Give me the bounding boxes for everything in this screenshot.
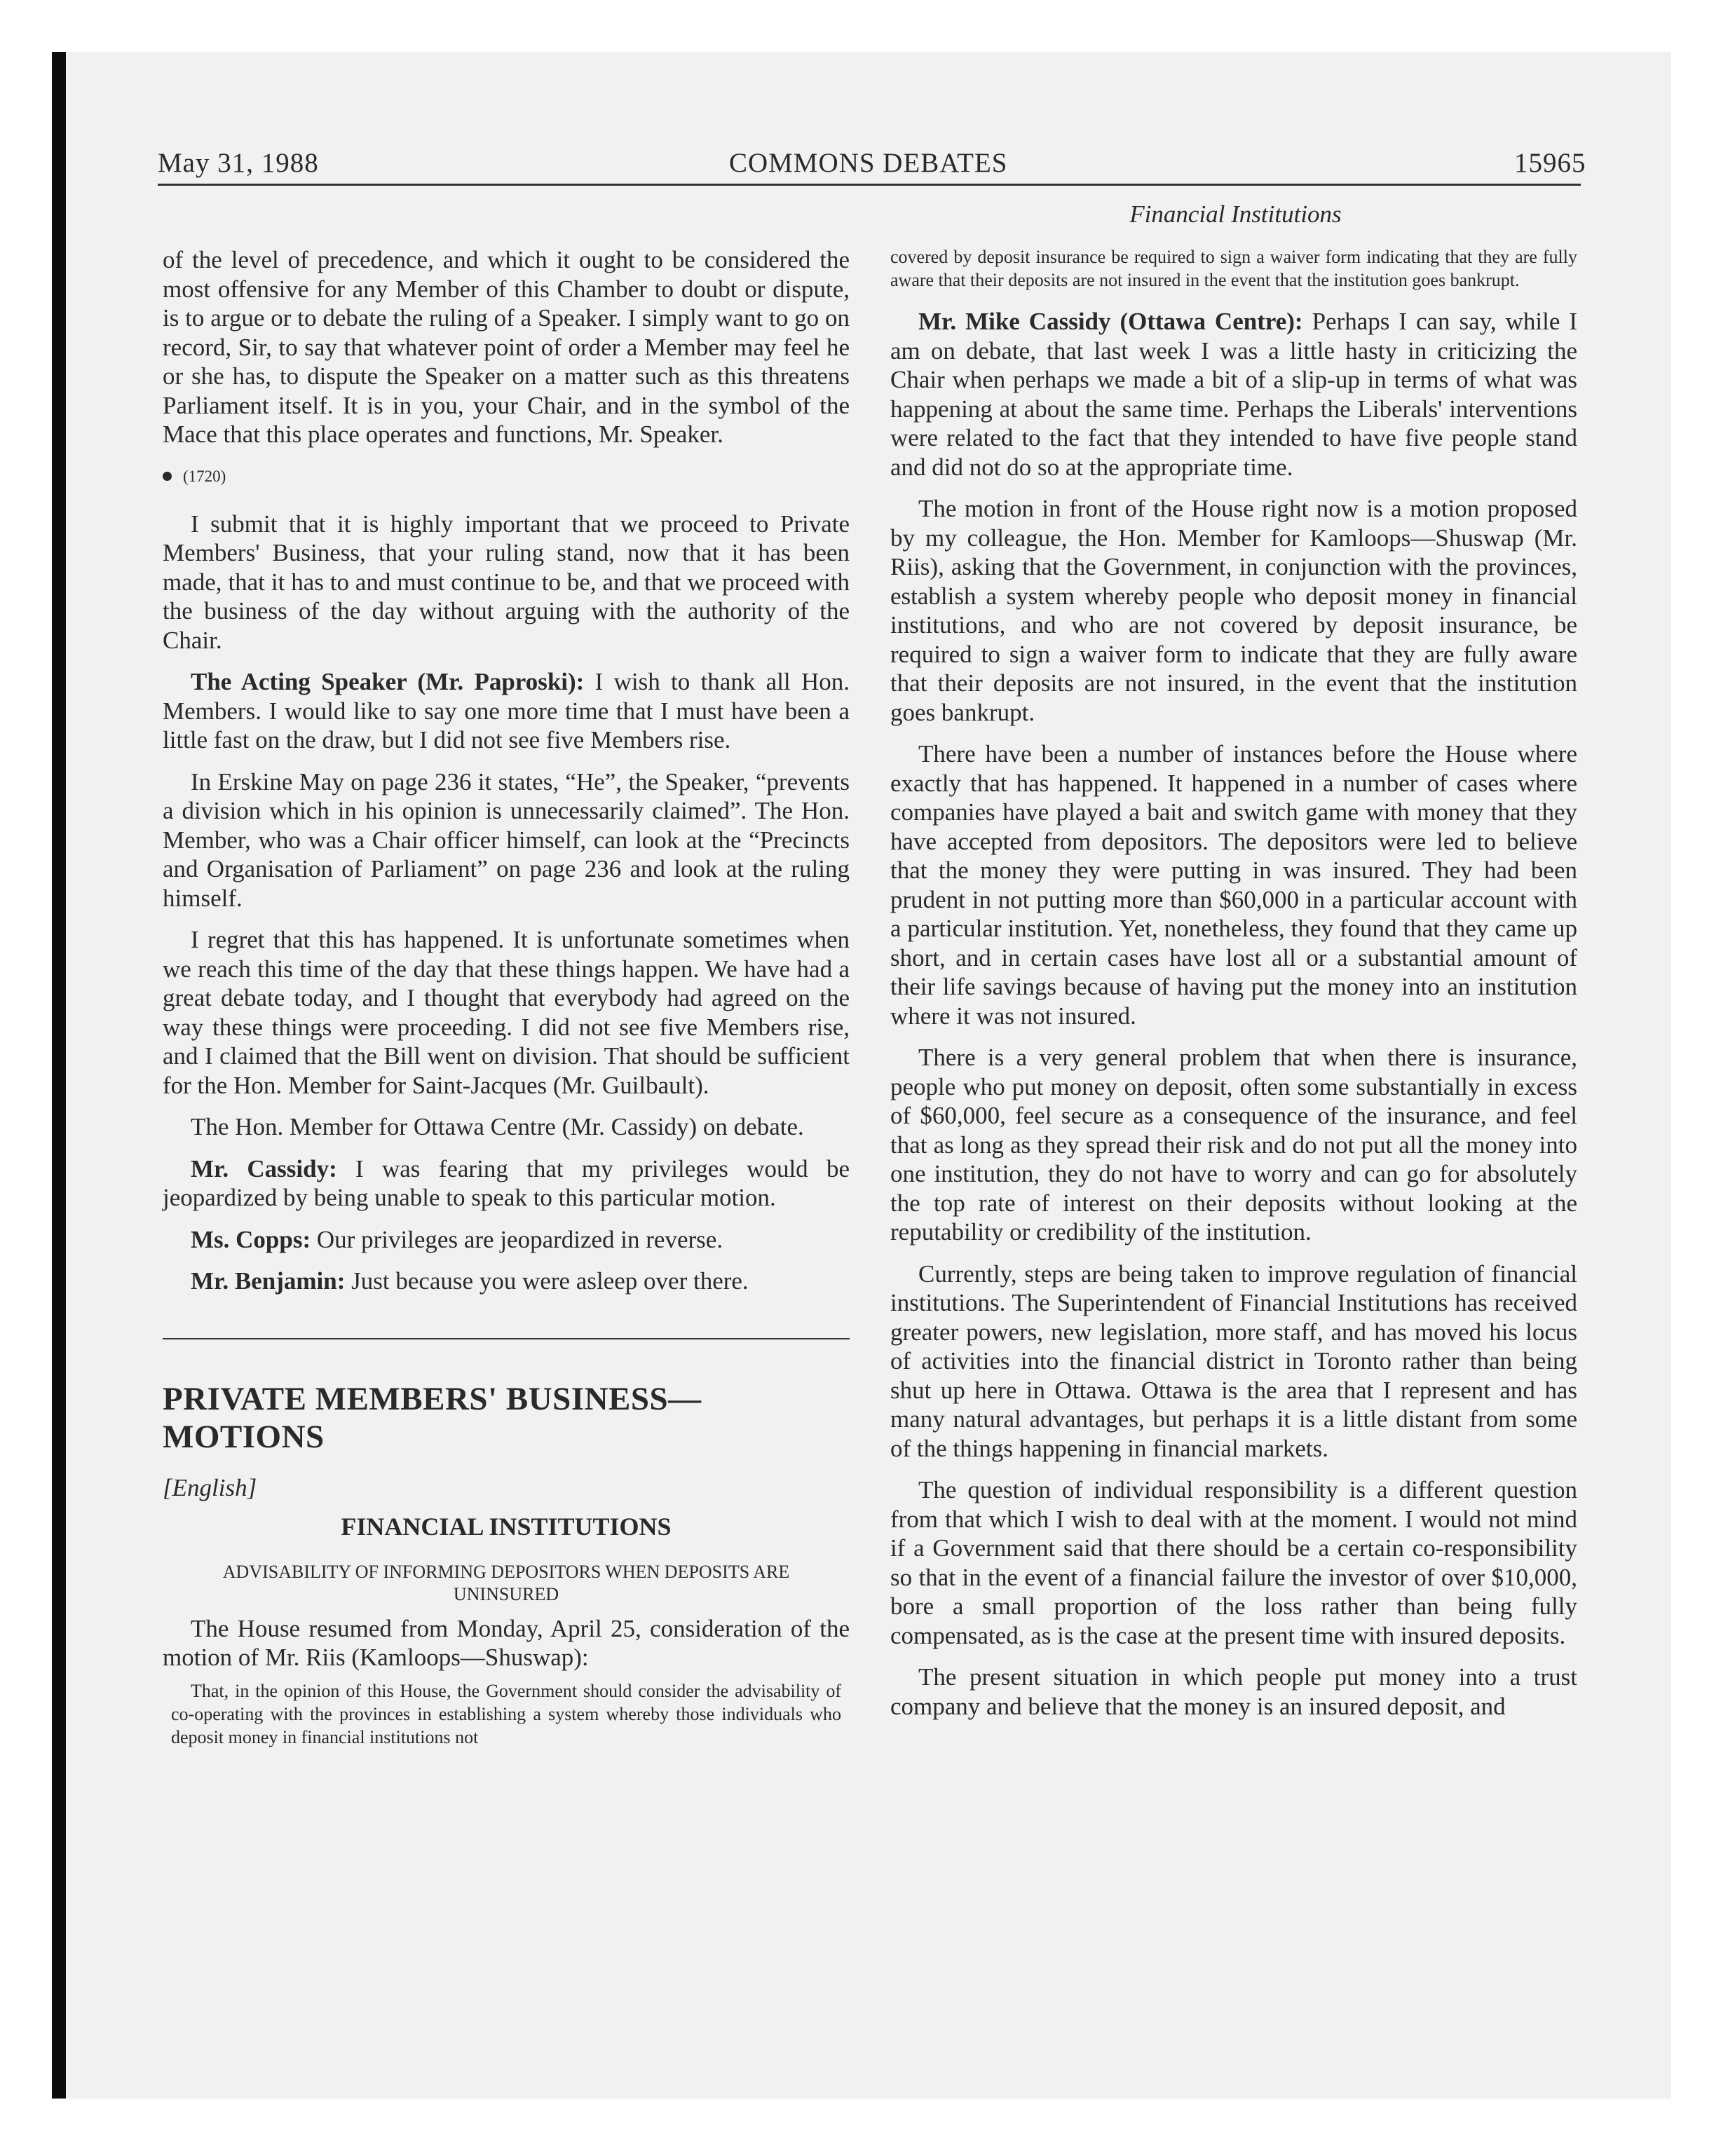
speaker-name: Mr. Cassidy:: [191, 1154, 337, 1182]
header-date: May 31, 1988: [158, 148, 319, 178]
speaker-name: Mr. Mike Cassidy (Ottawa Centre):: [918, 308, 1303, 335]
speaker-name: The Acting Speaker (Mr. Paproski):: [191, 668, 585, 695]
paragraph: [163, 1225, 850, 1255]
paragraph: [163, 1267, 850, 1296]
language-tag: [English]: [163, 1473, 257, 1501]
paragraph: The question of individual responsibility is a different question from that which I wish to deal with at the moment. I would not mind if a Government said that there should be a certain co-responsibility so that in the event of a financial failure the investor of over $10,000, bore a small proportion of the loss rather than being fully compensated, as is the case at the present time with insured deposits.: [890, 1476, 1577, 1649]
paragraph: [163, 667, 850, 755]
speech-text: Just because you were asleep over there.: [345, 1267, 749, 1295]
section-title: PRIVATE MEMBERS' BUSINESS—MOTIONS: [163, 1380, 702, 1455]
running-head: Financial Institutions: [1129, 200, 1342, 228]
scan-edge: [52, 52, 66, 2099]
timestamp-label: (1720): [183, 467, 226, 485]
speech-text: Our privileges are jeopardized in reverse.: [311, 1225, 723, 1253]
speech-text: I wish to thank all Hon. Members. I would like to say one more time that I must have been a little fast on the draw, but I did not see five Members rise.: [163, 668, 850, 753]
paragraph: of the level of precedence, and which it ought to be considered the most offensive for any Member of this Chamber to doubt or dispute, is to argue or to debate the ruling of a Speaker. I simply want to go on record, Sir, to say that whatever point of order a Member may feel he or she has, to dispute the Speaker on a matter such as this threatens Parliament itself. It is in you, your Chair, and in the symbol of the Mace that this place operates and functions, Mr. Speaker.: [163, 246, 850, 448]
left-column: [163, 245, 850, 1749]
paragraph: I submit that it is highly important that we proceed to Private Members' Business, that your ruling stand, now that it has been made, that it has to and must continue to be, and that we proceed with the business of the day without arguing with the authority of the Chair.: [163, 510, 850, 654]
topic-title: FINANCIAL INSTITUTIONS: [341, 1512, 672, 1541]
timestamp: [163, 468, 850, 486]
speaker-name: Mr. Benjamin:: [191, 1267, 346, 1295]
speech-text: I was fearing that my privileges would be jeopardized by being unable to speak to this particular motion.: [163, 1154, 850, 1211]
paragraph: I regret that this has happened. It is unfortunate sometimes when we reach this time of the day that these things happen. We have had a great debate today, and I thought that everybody had agreed on the way these things were proceeding. I did not see five Members rise, and I claimed that the Bill went on division. That should be sufficient for the Hon. Member for Saint-Jacques (Mr. Guilbault).: [163, 926, 850, 1099]
paragraph: The motion in front of the House right now is a motion proposed by my colleague, the Hon. Member for Kamloops—Shuswap (Mr. Riis), asking that the Government, in conjunction with the provinces, establish a system whereby people who deposit money in financial institutions, and who are not covered by deposit insurance, be required to sign a waiver form to indicate that they are fully aware that their deposits are not insured, in the event that the institution goes bankrupt.: [890, 495, 1577, 726]
paragraph: Currently, steps are being taken to improve regulation of financial institutions. The Superintendent of Financial Institutions has received greater powers, new legislation, more staff, and has moved his locus of activities into the financial district in Toronto rather than being shut up here in Ottawa. Ottawa is the area that I represent and has many natural advantages, but perhaps it is a little distant from some of the things happening in financial markets.: [890, 1260, 1577, 1462]
right-column: [890, 245, 1577, 1721]
paragraph: In Erskine May on page 236 it states, “He”, the Speaker, “prevents a division which in his opinion is unnecessarily claimed”. The Hon. Member, who was a Chair officer himself, can look at the “Precincts and Organisation of Parliament” on page 236 and look at the ruling himself.: [163, 767, 850, 912]
header-title: COMMONS DEBATES: [729, 148, 1008, 178]
topic-subtitle: ADVISABILITY OF INFORMING DEPOSITORS WHEN DEPOSITS ARE UNINSURED: [222, 1561, 790, 1604]
header-rule: [158, 184, 1581, 186]
paragraph: The Hon. Member for Ottawa Centre (Mr. Cassidy) on debate.: [191, 1113, 804, 1140]
paragraph: [890, 307, 1577, 482]
paragraph: The present situation in which people put money into a trust company and believe that the money is an insured deposit, and: [890, 1663, 1577, 1720]
paragraph: There have been a number of instances before the House where exactly that has happened. It happened in a number of cases where companies have played a bait and switch game with money that they have accepted from depositors. The depositors were led to believe that the money they were putting in was insured. They had been prudent in not putting more than $60,000 in a particular account with a particular institution. Yet, nonetheless, they found that they came up short, and in certain cases have lost all or a substantial amount of their life savings because of having put the money into an institution where it was not insured.: [890, 740, 1577, 1030]
motion-text-continued: covered by deposit insurance be required to sign a waiver form indicating that they are fully aware that their deposits are not insured in the event that the institution goes bankrupt.: [890, 247, 1577, 290]
section-rule: [163, 1338, 850, 1339]
paragraph: There is a very general problem that when there is insurance, people who put money on deposit, often some substantially in excess of $60,000, feel secure as a consequence of the insurance, and feel that as long as they spread their risk and do not put all the money into one institution, they do not have to worry and can go for absolutely the top rate of interest on their deposits without looking at the reputability or credibility of the institution.: [890, 1044, 1577, 1246]
motion-text: That, in the opinion of this House, the Government should consider the advisability of co-operating with the provinces in establishing a system whereby those individuals who deposit money in financial institutions not: [171, 1680, 841, 1747]
paragraph: The House resumed from Monday, April 25, consideration of the motion of Mr. Riis (Kamloops—Shuswap):: [163, 1614, 850, 1671]
speech-text: Perhaps I can say, while I am on debate, that last week I was a little hasty in criticizing the Chair when perhaps we made a bit of a slip-up in terms of what was happening at about the same time. Perhaps the Liberals' interventions were related to the fact that they intended to have five people stand and did not do so at the appropriate time.: [890, 308, 1577, 481]
paragraph: [163, 1154, 850, 1213]
speaker-name: Ms. Copps:: [191, 1225, 311, 1253]
header-page-number: 15965: [1514, 148, 1586, 178]
bullet-icon: [163, 472, 172, 481]
